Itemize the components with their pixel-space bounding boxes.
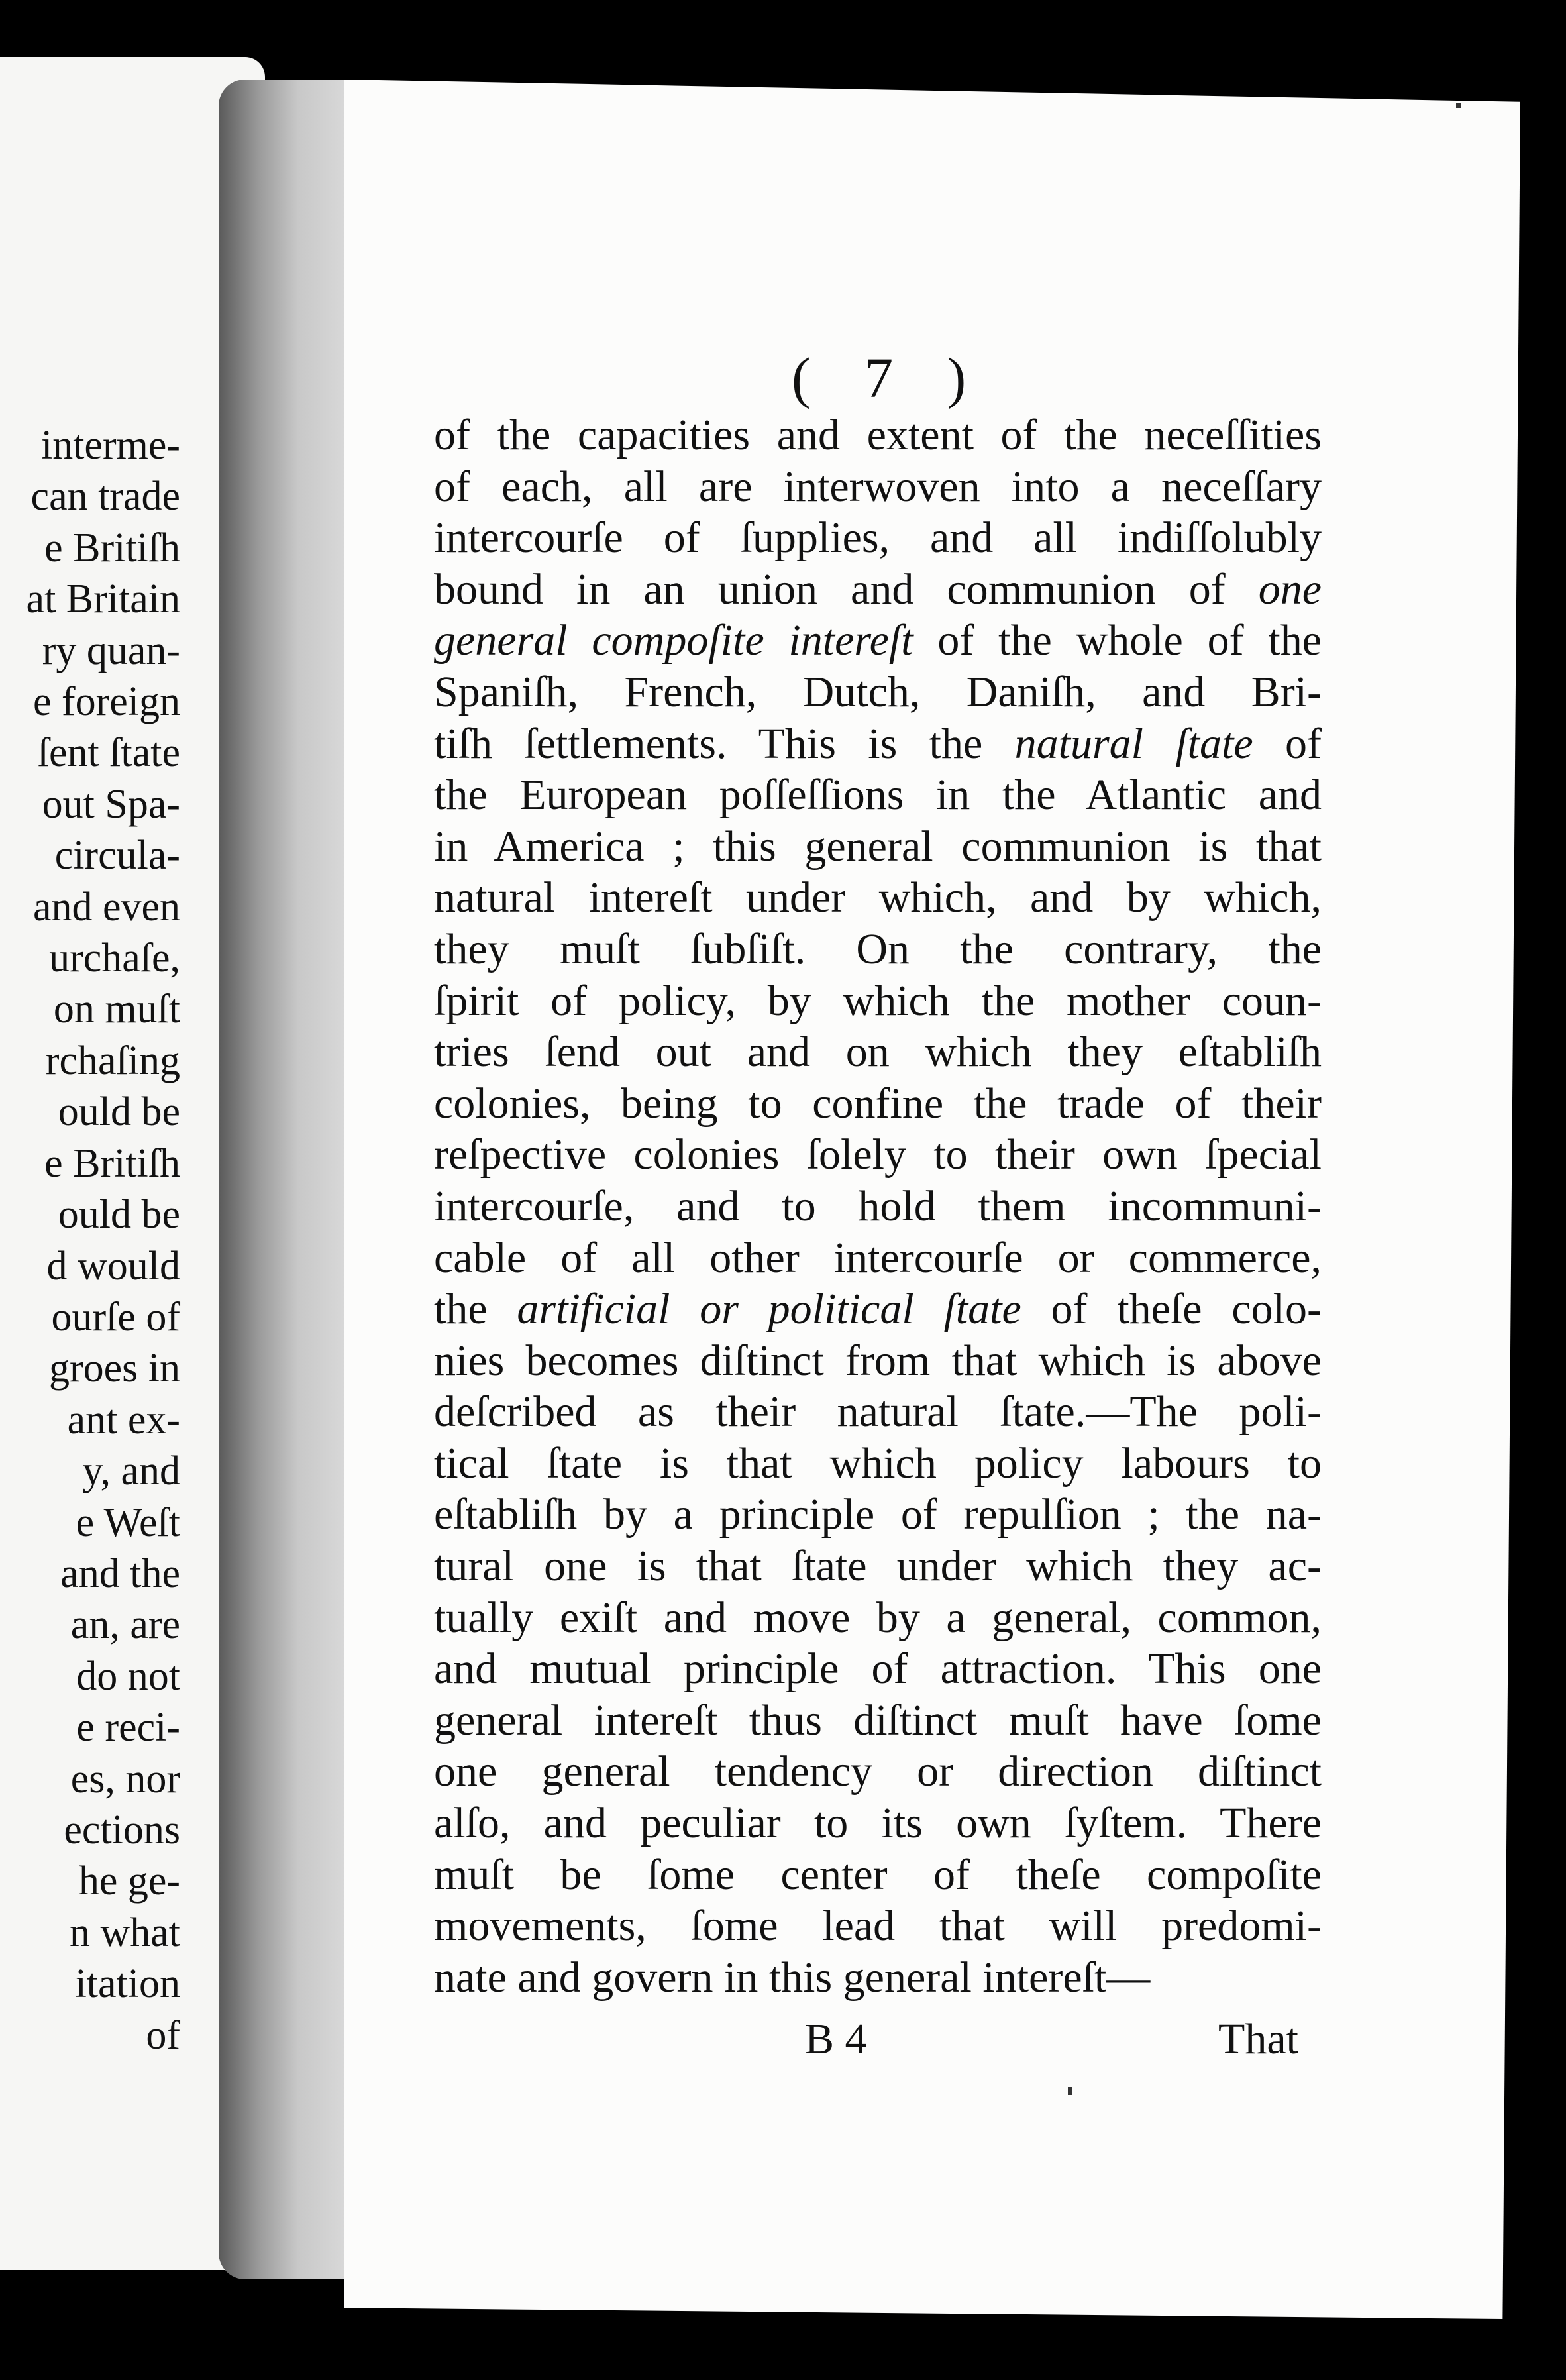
text-segment: intercourſe, and to hold them incommuni- (434, 1181, 1322, 1230)
left-page-line: n what (69, 1910, 180, 1955)
left-page-line: e reci- (76, 1705, 180, 1751)
text-line (434, 667, 1322, 718)
left-page-line: e Britiſh (44, 1140, 180, 1186)
left-page-line: groes in (48, 1346, 180, 1391)
left-page-line: rchaſing (45, 1038, 180, 1083)
text-line (434, 769, 1322, 821)
text-line (434, 1849, 1322, 1901)
text-line (434, 1283, 1322, 1335)
left-page-line: do not (76, 1653, 180, 1699)
text-line (434, 1078, 1322, 1130)
italic-text: one (1258, 565, 1322, 614)
text-segment: nate and govern in this general intereſt— (434, 1953, 1151, 2002)
left-page-line: interme- (40, 423, 180, 468)
text-segment: eſtabliſh by a principle of repulſion ; the na- (434, 1490, 1322, 1539)
left-page-line: es, nor (70, 1756, 180, 1802)
text-segment: the (434, 1285, 517, 1334)
left-page-line: ant ex- (67, 1397, 180, 1442)
text-line (434, 1592, 1322, 1644)
italic-text: natural ſtate (1014, 719, 1253, 768)
text-segment: the European poſſeſſions in the Atlantic and (434, 771, 1322, 820)
text-segment: of each, all are interwoven into a neceſſary (434, 462, 1322, 511)
left-page-line: an, are (70, 1602, 180, 1648)
text-line (434, 1746, 1322, 1798)
text-segment: of the capacities and extent of the neceſſities (434, 411, 1322, 459)
signature-mark: B 4 (805, 2015, 867, 2063)
text-line (434, 1541, 1322, 1592)
text-line (434, 1489, 1322, 1541)
text-line (434, 821, 1322, 873)
text-segment: general intereſt thus diſtinct muſt have ſome (434, 1696, 1322, 1745)
text-segment: natural intereſt under which, and by which, (434, 873, 1322, 922)
text-line (434, 924, 1322, 975)
text-segment: intercourſe of ſupplies, and all indiſſolubly (434, 514, 1322, 563)
text-segment: in America ; this general communion is that (434, 822, 1322, 871)
text-segment: tries ſend out and on which they eſtabliſh (434, 1028, 1322, 1077)
text-line (434, 1643, 1322, 1695)
text-line (434, 1181, 1322, 1232)
text-line (434, 1026, 1322, 1078)
text-segment: and mutual principle of attraction. This one (434, 1645, 1322, 1694)
text-line (434, 1129, 1322, 1181)
left-page-line: he ge- (78, 1859, 180, 1904)
text-line (434, 1900, 1322, 1952)
text-line (434, 1232, 1322, 1284)
left-page-line: d would (46, 1243, 180, 1289)
left-page-line: out Spa- (42, 781, 180, 827)
left-page-line: at Britain (26, 576, 180, 622)
text-segment: muſt be ſome center of theſe compoſite (434, 1850, 1322, 1899)
text-segment: alſo, and peculiar to its own ſyſtem. There (434, 1799, 1322, 1848)
text-segment: of theſe colo- (1021, 1285, 1322, 1334)
text-line (434, 975, 1322, 1027)
book-gutter (219, 80, 351, 2279)
left-page-line: and even (32, 884, 180, 930)
text-segment: reſpective colonies ſolely to their own ſpecial (434, 1130, 1322, 1179)
text-segment: colonies, being to confine the trade of their (434, 1079, 1322, 1128)
text-segment: tural one is that ſtate under which they ac- (434, 1542, 1322, 1591)
left-page-line: itation (75, 1961, 180, 2007)
ink-speck (1456, 103, 1461, 108)
left-page-line: e Weſt (76, 1499, 180, 1545)
text-segment: ſpirit of policy, by which the mother coun- (434, 976, 1322, 1025)
italic-text: general compoſite intereſt (434, 616, 914, 665)
page-number: ( 7 ) (792, 346, 986, 409)
text-line (434, 1438, 1322, 1489)
left-page-line: y, and (82, 1448, 180, 1494)
left-page-line: ould be (58, 1192, 180, 1238)
text-segment: tiſh ſettlements. This is the (434, 719, 1015, 768)
text-line (434, 512, 1322, 564)
text-segment: of (1253, 719, 1322, 768)
left-page-line: on muſt (53, 987, 180, 1032)
left-page-line: ould be (58, 1089, 180, 1135)
text-line (434, 409, 1322, 461)
text-line (434, 615, 1322, 667)
left-page-line: can trade (30, 474, 180, 519)
left-page-line: of (146, 2012, 180, 2058)
text-line (434, 1386, 1322, 1438)
left-page-line: and the (60, 1550, 180, 1596)
text-segment: they muſt ſubſiſt. On the contrary, the (434, 924, 1322, 973)
left-page-text (26, 420, 180, 2061)
left-page-line: ourſe of (51, 1294, 180, 1340)
text-segment: bound in an union and communion of (434, 565, 1259, 614)
left-page-line: ry quan- (42, 627, 180, 673)
left-page-line: e Britiſh (44, 525, 180, 570)
text-segment: Spaniſh, French, Dutch, Daniſh, and Bri- (434, 667, 1322, 716)
page-footer (434, 2014, 1298, 2074)
text-segment: of the whole of the (913, 616, 1322, 665)
text-line (434, 1335, 1322, 1387)
left-page-line: ſent ſtate (37, 730, 180, 776)
text-segment: tually exiſt and move by a general, common, (434, 1593, 1322, 1642)
text-segment: deſcribed as their natural ſtate.—The poli- (434, 1387, 1322, 1436)
text-segment: one general tendency or direction diſtinct (434, 1747, 1322, 1796)
ink-speck (1068, 2087, 1072, 2095)
italic-text: artificial or political ſtate (517, 1285, 1021, 1334)
text-line (434, 1798, 1322, 1849)
text-line (434, 1695, 1322, 1747)
text-segment: tical ſtate is that which policy labours to (434, 1438, 1322, 1488)
left-page-line: ections (64, 1807, 180, 1853)
text-line (434, 1952, 1322, 2004)
text-line (434, 564, 1322, 616)
body-text (434, 409, 1322, 2003)
text-line (434, 718, 1322, 770)
text-line (434, 872, 1322, 924)
left-page-line: urchaſe, (49, 936, 180, 981)
text-segment: nies becomes diſtinct from that which is above (434, 1336, 1322, 1385)
text-segment: movements, ſome lead that will predomi- (434, 1902, 1322, 1951)
text-line (434, 461, 1322, 513)
left-page-line: circula- (54, 833, 180, 879)
left-page-line: e foreign (32, 679, 180, 725)
catchword: That (1218, 2015, 1298, 2063)
text-segment: cable of all other intercourſe or commerce, (434, 1233, 1322, 1282)
